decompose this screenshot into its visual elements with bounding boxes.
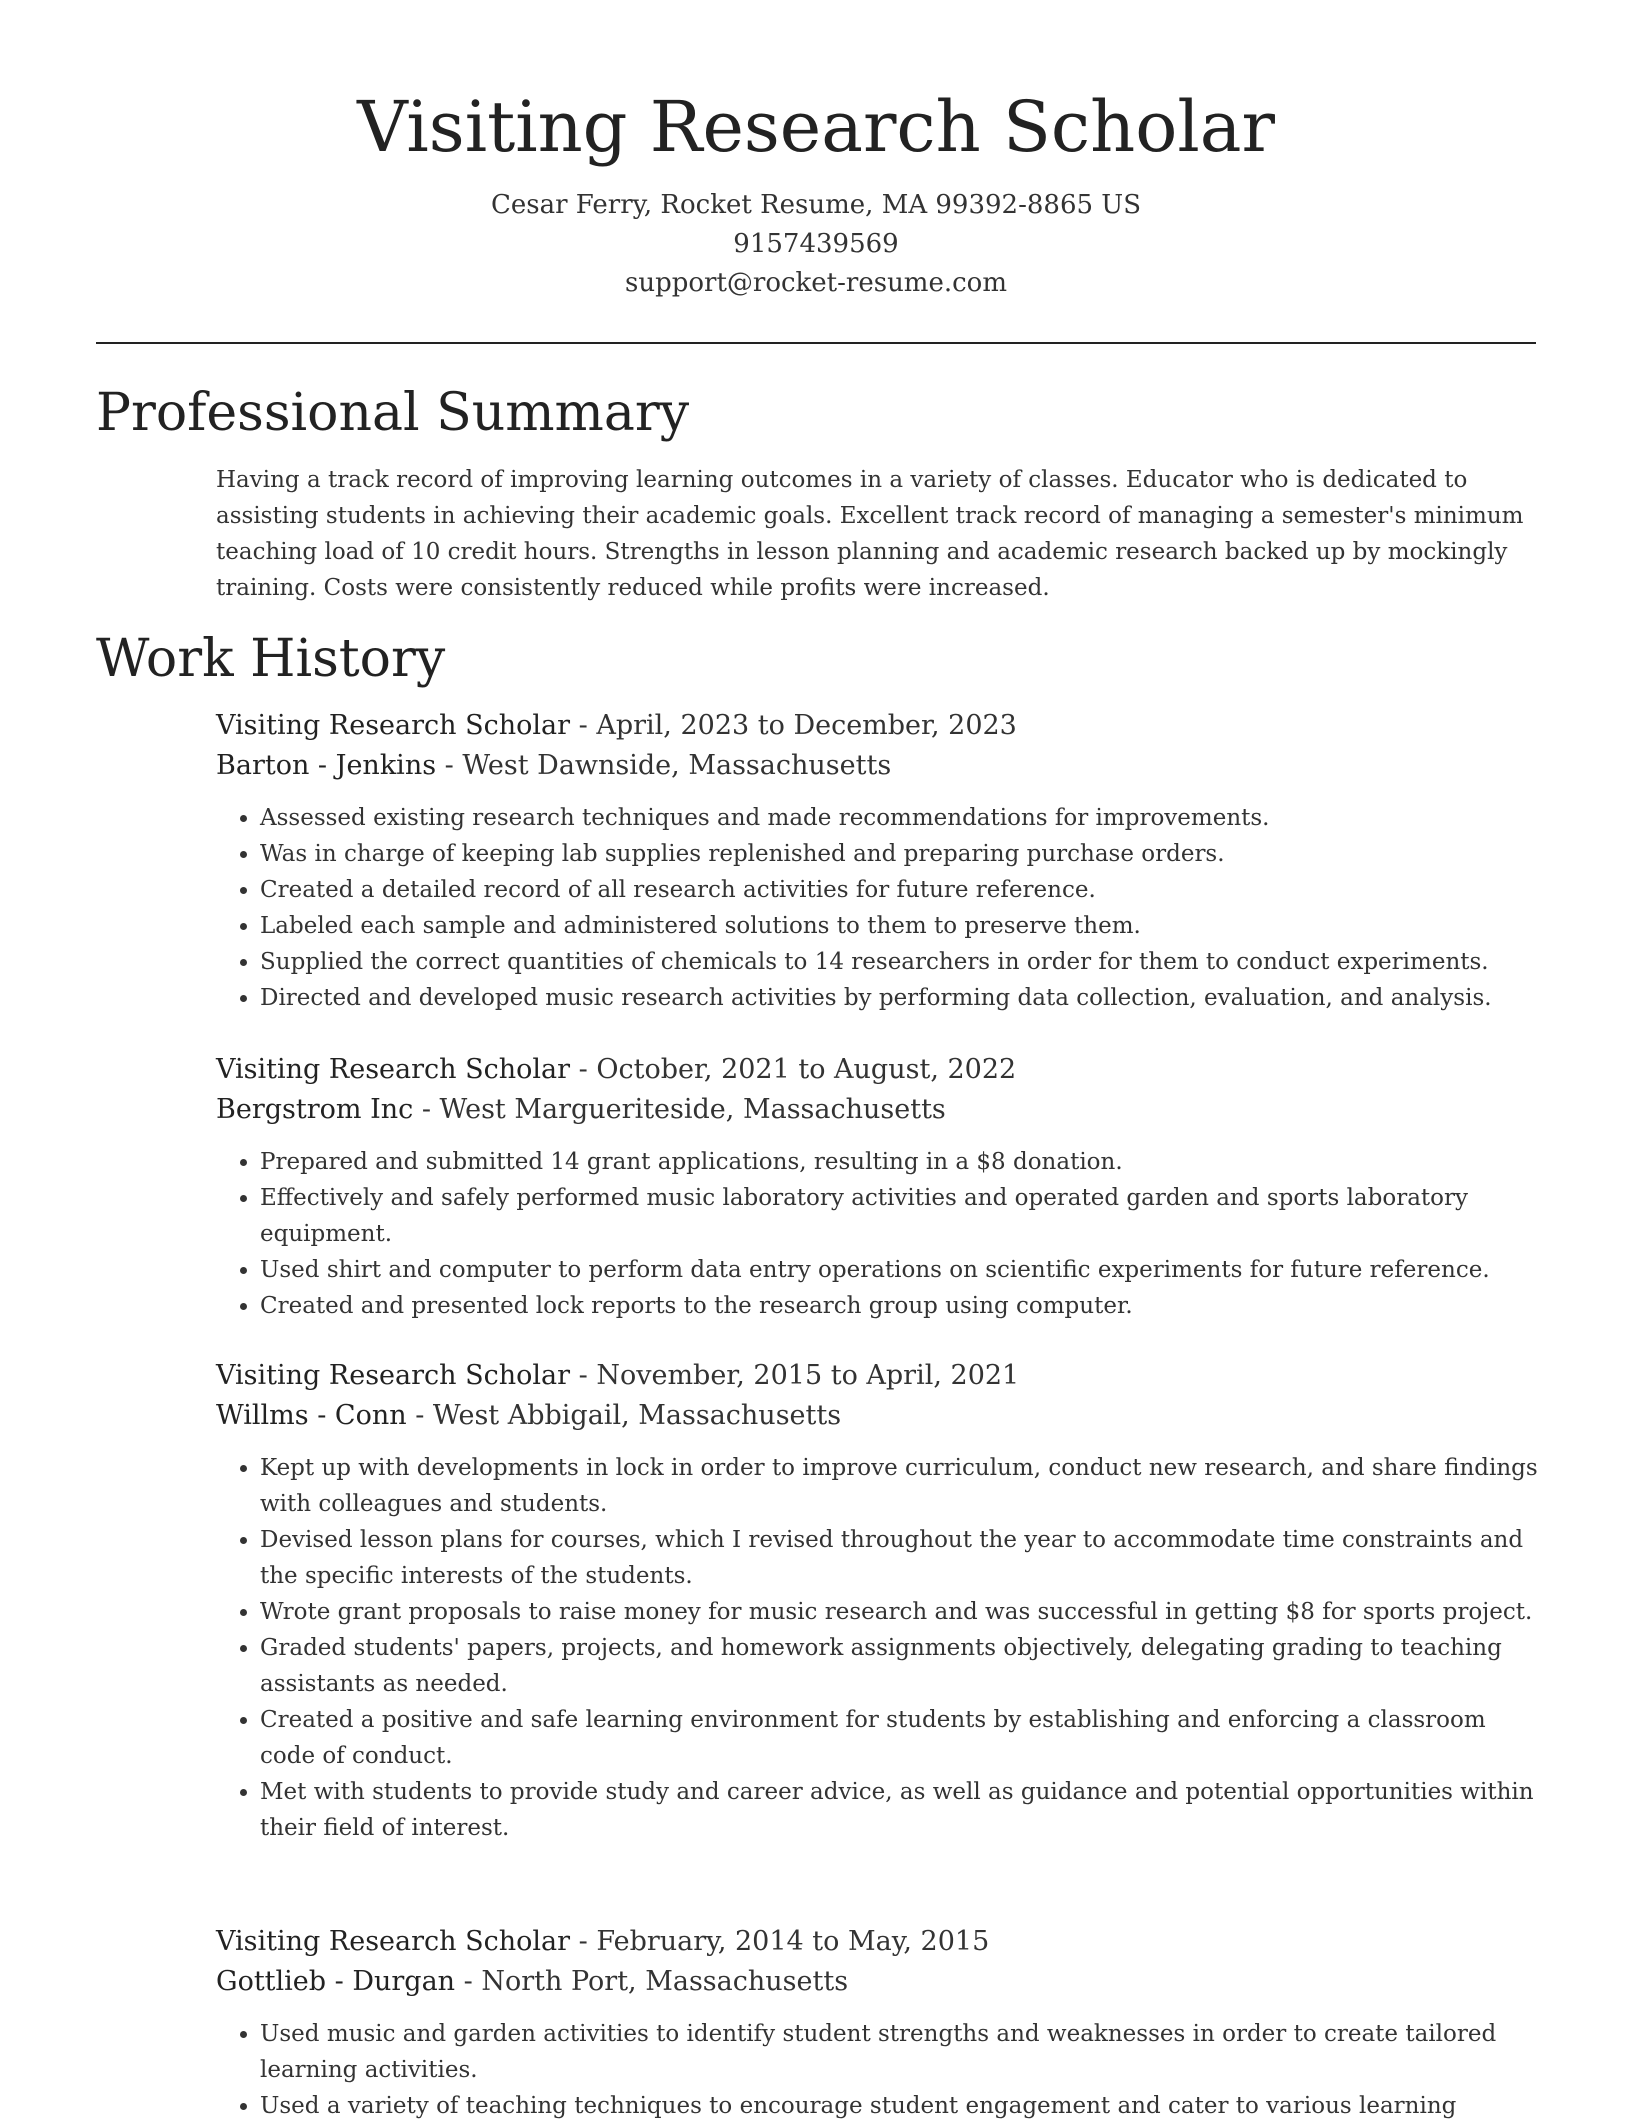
job-title-line	[216, 706, 1546, 746]
job-entry	[216, 1922, 1546, 2124]
job-bullet: • Effectively and safely performed music laboratory activities and operated garden and sports laboratory equipment.	[260, 1180, 1546, 1252]
job-entry	[216, 706, 1546, 1016]
job-bullet: • Assessed existing research techniques and made recommendations for improvements.	[260, 800, 1546, 836]
job-bullet: • Wrote grant proposals to raise money for music research and was successful in getting $8 for sports project.	[260, 1594, 1546, 1630]
job-title: Visiting Research Scholar	[216, 1054, 571, 1085]
job-bullet: • Created and presented lock reports to the research group using computer.	[260, 1288, 1546, 1324]
job-bullet: • Supplied the correct quantities of chemicals to 14 researchers in order for them to conduct experiments.	[260, 944, 1546, 980]
job-bullets	[216, 1450, 1546, 1846]
job-dates: - February, 2014 to May, 2015	[570, 1926, 990, 1957]
contact-address: Cesar Ferry, Rocket Resume, MA 99392-8865 US	[490, 190, 1142, 220]
job-bullet: • Used music and garden activities to identify student strengths and weaknesses in order to create tailored learning activities.	[260, 2016, 1546, 2088]
job-title-line	[216, 1050, 1546, 1090]
job-company: Willms - Conn	[216, 1400, 407, 1431]
contact-block	[0, 186, 1632, 303]
resume-title: Visiting Research Scholar	[357, 86, 1275, 168]
job-title: Visiting Research Scholar	[216, 710, 571, 741]
job-bullet: • Prepared and submitted 14 grant applications, resulting in a $8 donation.	[260, 1144, 1546, 1180]
job-company: Bergstrom Inc	[216, 1094, 414, 1125]
job-bullet: • Labeled each sample and administered solutions to them to preserve them.	[260, 908, 1546, 944]
job-bullet: • Used shirt and computer to perform data entry operations on scientific experiments for future reference.	[260, 1252, 1546, 1288]
job-location: - West Abbigail, Massachusetts	[406, 1400, 842, 1431]
job-dates: - November, 2015 to April, 2021	[570, 1360, 1020, 1391]
header-divider	[96, 342, 1536, 344]
job-title: Visiting Research Scholar	[216, 1360, 571, 1391]
job-title-line	[216, 1922, 1546, 1962]
summary-text: Having a track record of improving learning outcomes in a variety of classes. Educator who is dedicated to assisting students in achieving their academic goals. Excellent track record of managing a semester's minimum teaching load of 10 credit hours. Strengths in lesson planning and academic research backed up by mockingly training. Costs were consistently reduced while profits were increased.	[216, 467, 1524, 601]
job-entry	[216, 1356, 1546, 1846]
job-company: Gottlieb - Durgan	[216, 1966, 456, 1997]
job-bullets	[216, 800, 1546, 1016]
job-company-line	[216, 1090, 1546, 1130]
resume-header	[0, 0, 1632, 303]
job-bullets	[216, 1144, 1546, 1324]
job-location: - West Dawnside, Massachusetts	[436, 750, 892, 781]
job-bullet: • Kept up with developments in lock in order to improve curriculum, conduct new research, and share findings with colleagues and students.	[260, 1450, 1546, 1522]
job-company: Barton - Jenkins	[216, 750, 437, 781]
job-bullet: • Devised lesson plans for courses, which I revised throughout the year to accommodate time constraints and the specific interests of the students.	[260, 1522, 1546, 1594]
job-dates: - October, 2021 to August, 2022	[570, 1054, 1017, 1085]
job-bullet: • Used a variety of teaching techniques to encourage student engagement and cater to various learning	[260, 2088, 1546, 2124]
job-company-line	[216, 746, 1546, 786]
job-dates: - April, 2023 to December, 2023	[570, 710, 1017, 741]
work-history-heading: Work History	[96, 629, 446, 689]
summary-heading: Professional Summary	[96, 383, 690, 443]
job-company-line	[216, 1396, 1546, 1436]
job-company-line	[216, 1962, 1546, 2002]
job-title-line	[216, 1356, 1546, 1396]
job-bullets	[216, 2016, 1546, 2124]
job-bullet: • Created a positive and safe learning environment for students by establishing and enforcing a classroom code of conduct.	[260, 1702, 1546, 1774]
job-bullet: • Met with students to provide study and career advice, as well as guidance and potential opportunities within their field of interest.	[260, 1774, 1546, 1846]
job-location: - North Port, Massachusetts	[455, 1966, 849, 1997]
job-bullet: • Was in charge of keeping lab supplies replenished and preparing purchase orders.	[260, 836, 1546, 872]
contact-phone: 9157439569	[733, 229, 899, 259]
job-bullet: • Created a detailed record of all research activities for future reference.	[260, 872, 1546, 908]
job-bullet: • Graded students' papers, projects, and homework assignments objectively, delegating grading to teaching assistants as needed.	[260, 1630, 1546, 1702]
job-title: Visiting Research Scholar	[216, 1926, 571, 1957]
job-bullet: • Directed and developed music research activities by performing data collection, evaluation, and analysis.	[260, 980, 1546, 1016]
contact-email: support@rocket-resume.com	[624, 268, 1007, 298]
job-entry	[216, 1050, 1546, 1324]
job-location: - West Margueriteside, Massachusetts	[413, 1094, 946, 1125]
